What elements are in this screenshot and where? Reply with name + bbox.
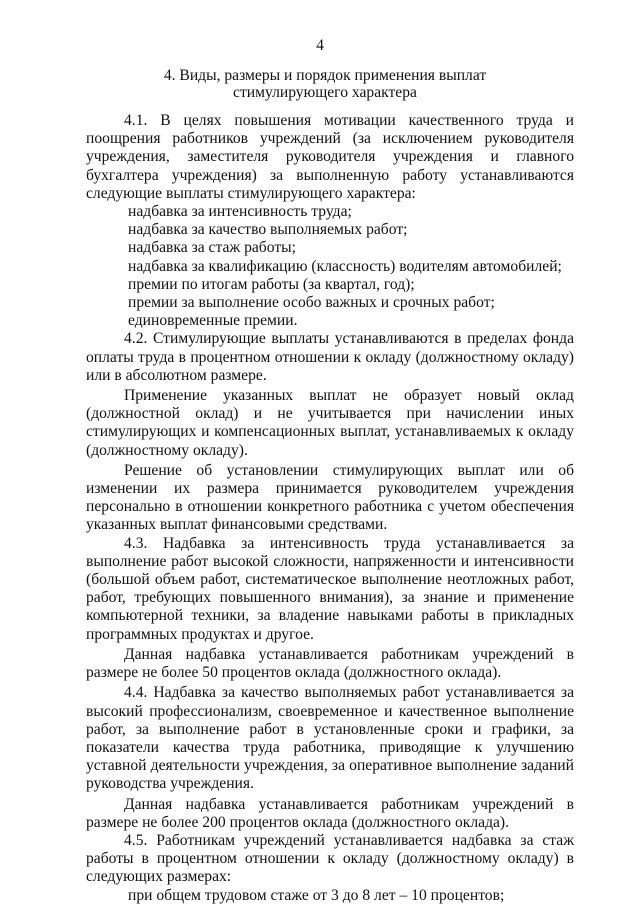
paragraph-4-4: 4.4. Надбавка за качество выполняемых работ устанавливается за высокий профессионализм, своевременное и качественное выполнение работ, за выполнение работ в установленные сроки и графики, за показатели качества труда работника, приводящие к улучшению уставной деятельности учреждения, за оперативное выполнение заданий руководства учреждения. <box>86 684 574 793</box>
section-title-line-1: 4. Виды, размеры и порядок применения выплат <box>163 67 487 84</box>
paragraph-4-3: 4.3. Надбавка за интенсивность труда устанавливается за выполнение работ высокой сложности, напряженности и интенсивности (большой объем работ, систематическое выполнение неотложных работ, работ, требующих повышенного внимания), за знание и применение компьютерной техники, за владение навыками работы в прикладных программных продуктах и другое. <box>86 534 574 643</box>
payment-item: премии за выполнение особо важных и срочных работ; <box>128 294 495 312</box>
section-title <box>120 67 530 101</box>
payment-item: надбавка за стаж работы; <box>128 239 296 257</box>
paragraph-decision: Решение об установлении стимулирующих выплат или об изменении их размера принимается руководителем учреждения персонально в отношении конкретного работника с учетом обеспечения указанных выплат финансовыми средствами. <box>86 461 574 534</box>
payment-item: единовременные премии. <box>128 312 298 330</box>
section-title-line-2: стимулирующего характера <box>233 84 417 101</box>
payment-item: надбавка за качество выполняемых работ; <box>128 221 408 239</box>
seniority-item: при общем трудовом стаже от 3 до 8 лет – 10 процентов; <box>128 886 505 904</box>
payment-item: премии по итогам работы (за квартал, год); <box>128 275 415 293</box>
page-number: 4 <box>316 37 324 54</box>
payments-list <box>86 203 574 330</box>
document-body <box>86 112 574 905</box>
paragraph-application: Применение указанных выплат не образует новый оклад (должностной оклад) и не учитывается при начислении иных стимулирующих и компенсационных выплат, устанавливаемых к окладу (должностному окладу). <box>86 387 574 459</box>
payment-item: надбавка за квалификацию (классность) водителям автомобилей; <box>128 257 562 275</box>
paragraph-4-3-limit: Данная надбавка устанавливается работникам учреждений в размере не более 50 процентов оклада (должностного оклада). <box>86 645 574 682</box>
paragraph-4-1: 4.1. В целях повышения мотивации качественного труда и поощрения работников учреждений (за исключением руководителя учреждения, заместителя руководителя учреждения и главного бухгалтера учреждения) за выполненную работу устанавливаются следующие выплаты стимулирующего характера: <box>86 112 574 202</box>
paragraph-4-4-limit: Данная надбавка устанавливается работникам учреждений в размере не более 200 процентов оклада (должностного оклада). <box>86 795 574 831</box>
payment-item: надбавка за интенсивность труда; <box>128 203 352 221</box>
paragraph-4-2: 4.2. Стимулирующие выплаты устанавливаются в пределах фонда оплаты труда в процентном отношении к окладу (должностному окладу) или в абсолютном размере. <box>86 330 574 384</box>
paragraph-4-5: 4.5. Работникам учреждений устанавливается надбавка за стаж работы в процентном отношении к окладу (должностному окладу) в следующих размерах: <box>86 831 574 886</box>
